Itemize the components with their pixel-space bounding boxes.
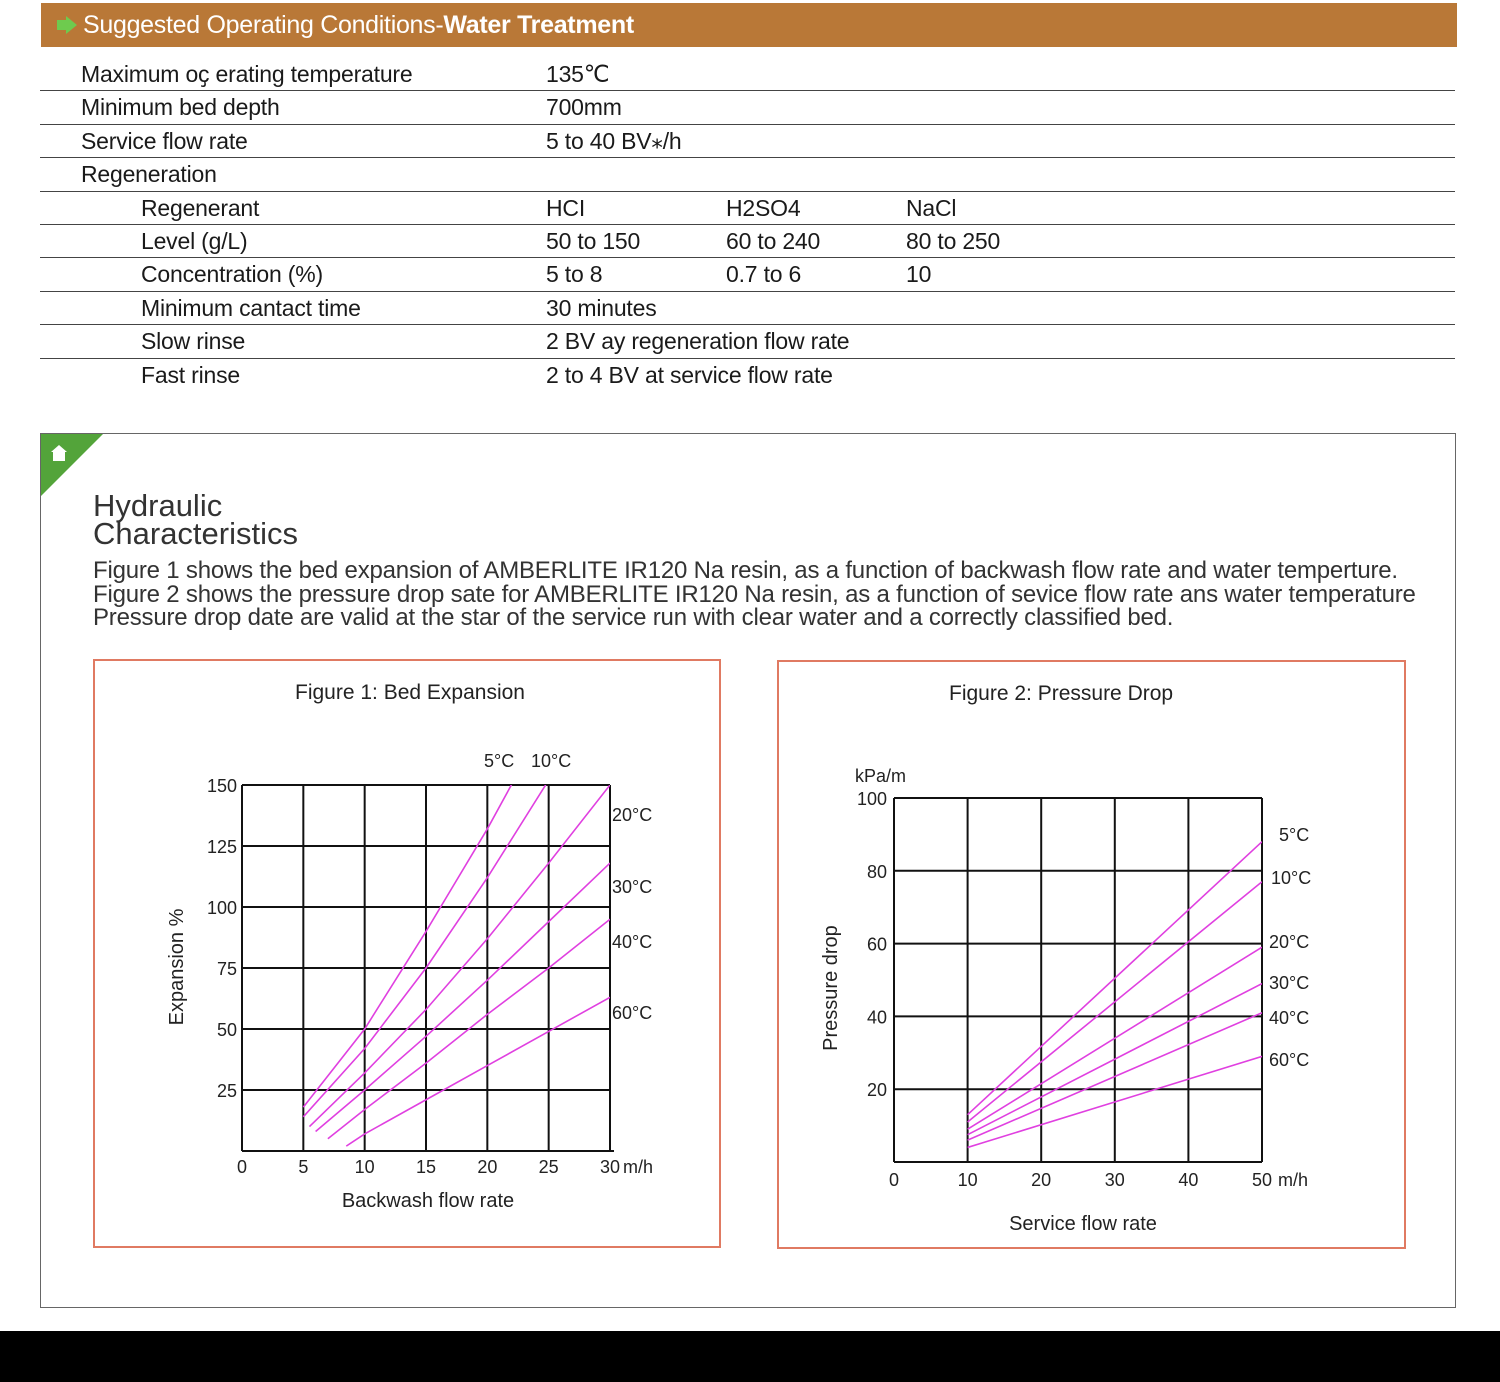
x-tick-label: 0 — [888, 1170, 900, 1190]
row-value: 5 to 40 BV⁎/h — [546, 127, 682, 154]
y-tick-label: 60 — [866, 934, 887, 955]
y-unit-label: kPa/m — [855, 766, 907, 786]
x-tick-label: 20 — [1031, 1170, 1052, 1190]
y-tick-label: 40 — [866, 1007, 887, 1028]
figure-2-box — [777, 660, 1406, 1249]
x-tick-label: 30 — [599, 1157, 621, 1177]
arrow-right-icon — [57, 16, 77, 34]
x-tick-label: 10 — [354, 1157, 375, 1177]
house-icon — [50, 444, 68, 462]
row-value: 2 BV ay regeneration flow rate — [546, 328, 850, 355]
row-label: Minimum cantact time — [141, 294, 361, 321]
x-tick-label: 50 — [1251, 1170, 1273, 1190]
row-value-nacl: 10 — [906, 261, 932, 288]
figure-2-title: Figure 2: Pressure Drop — [949, 682, 1174, 705]
x-axis-label: Service flow rate — [1009, 1213, 1157, 1235]
table-row — [40, 258, 1455, 291]
row-label: Regenerant — [141, 194, 260, 221]
figure-1-box — [93, 659, 721, 1248]
row-label: Fast rinse — [141, 361, 240, 388]
figure-1-title: Figure 1: Bed Expansion — [295, 681, 525, 704]
row-value: HCI — [546, 194, 586, 221]
y-tick-label: 100 — [856, 789, 887, 809]
series-label: 30°C — [1269, 973, 1310, 993]
row-label: Maximum oҫ erating temperature — [81, 61, 413, 87]
row-value: 5 to 8 — [546, 261, 603, 288]
description-line-2: Figure 2 shows the pressure drop sate for AMBERLITE IR120 Na resin, as a function of sevice flow rate ans water temperature — [93, 580, 1416, 608]
row-label: Minimum bed depth — [81, 94, 280, 121]
operating-conditions-table — [40, 58, 1455, 392]
y-tick-label: 125 — [206, 837, 237, 857]
series-label: 30°C — [612, 877, 653, 897]
table-row — [40, 192, 1455, 225]
x-tick-label: 25 — [538, 1157, 559, 1177]
row-value: 700mm — [546, 94, 622, 121]
y-tick-label: 100 — [206, 898, 237, 918]
y-tick-label: 75 — [216, 959, 237, 979]
y-tick-label: 80 — [866, 861, 887, 882]
series-label: 20°C — [1269, 932, 1310, 952]
series-label: 40°C — [612, 932, 653, 952]
series-label: 60°C — [612, 1003, 653, 1023]
row-value: 30 minutes — [546, 294, 657, 321]
bed-expansion-chart — [95, 661, 719, 1246]
table-row — [40, 58, 1455, 91]
table-row — [40, 125, 1455, 158]
x-tick-label: 30 — [1104, 1170, 1125, 1190]
row-value: 50 to 150 — [546, 227, 641, 254]
x-tick-label: 0 — [236, 1157, 248, 1177]
row-label: Service flow rate — [81, 127, 248, 154]
x-tick-label: 40 — [1178, 1170, 1199, 1190]
y-axis-label: Expansion % — [166, 908, 188, 1026]
y-tick-label: 50 — [216, 1020, 237, 1040]
row-value-h2so4: H2SO4 — [726, 194, 801, 221]
row-label: Concentration (%) — [141, 261, 323, 288]
x-tick-label: 15 — [415, 1157, 437, 1177]
y-axis-label: Pressure drop — [820, 925, 842, 1051]
x-unit-label: m/h — [1278, 1170, 1309, 1190]
table-row — [40, 158, 1455, 191]
row-value-nacl: NaCl — [906, 194, 957, 221]
series-label: 60°C — [1269, 1050, 1310, 1070]
series-label: 5°C — [484, 751, 515, 771]
x-tick-label: 20 — [477, 1157, 498, 1177]
row-value-h2so4: 60 to 240 — [726, 227, 821, 254]
table-row — [40, 91, 1455, 124]
description-line-1: Figure 1 shows the bed expansion of AMBERLITE IR120 Na resin, as a function of backwash flow rate and water temperture. — [93, 557, 1398, 584]
series-label: 10°C — [1271, 868, 1312, 888]
row-label: Regeneration — [81, 161, 217, 188]
row-value-h2so4: 0.7 to 6 — [726, 261, 802, 288]
footer-bar — [0, 1331, 1500, 1382]
x-axis-label: Backwash flow rate — [341, 1190, 515, 1212]
series-label: 5°C — [1279, 825, 1310, 845]
series-line-4 — [316, 863, 610, 1131]
row-value: 135℃ — [546, 61, 610, 87]
y-tick-label: 150 — [206, 776, 237, 796]
table-row — [40, 325, 1455, 358]
table-row — [40, 292, 1455, 325]
row-value-nacl: 80 to 250 — [906, 227, 1001, 254]
hydraulic-title: Hydraulic Characteristics — [93, 488, 298, 551]
pressure-drop-chart — [779, 662, 1404, 1247]
series-label: 10°C — [531, 751, 572, 771]
hydraulic-description — [93, 559, 1433, 630]
series-label: 20°C — [612, 805, 653, 825]
y-tick-label: 20 — [866, 1080, 887, 1101]
table-row — [40, 225, 1455, 258]
x-tick-label: 5 — [298, 1157, 309, 1177]
row-value: 2 to 4 BV at service flow rate — [546, 361, 833, 388]
y-tick-label: 25 — [216, 1081, 237, 1101]
row-label: Slow rinse — [141, 328, 246, 355]
x-unit-label: m/h — [623, 1157, 654, 1177]
x-tick-label: 10 — [957, 1170, 978, 1190]
table-row — [40, 359, 1455, 392]
series-label: 40°C — [1269, 1008, 1310, 1028]
description-line-3: Pressure drop date are valid at the star of the service run with clear water and a correctly classified bed. — [93, 604, 1174, 631]
section-title: Suggested Operating Conditions-Water Treatment — [83, 11, 634, 39]
row-label: Level (g/L) — [141, 227, 248, 254]
section-header — [41, 3, 1457, 47]
